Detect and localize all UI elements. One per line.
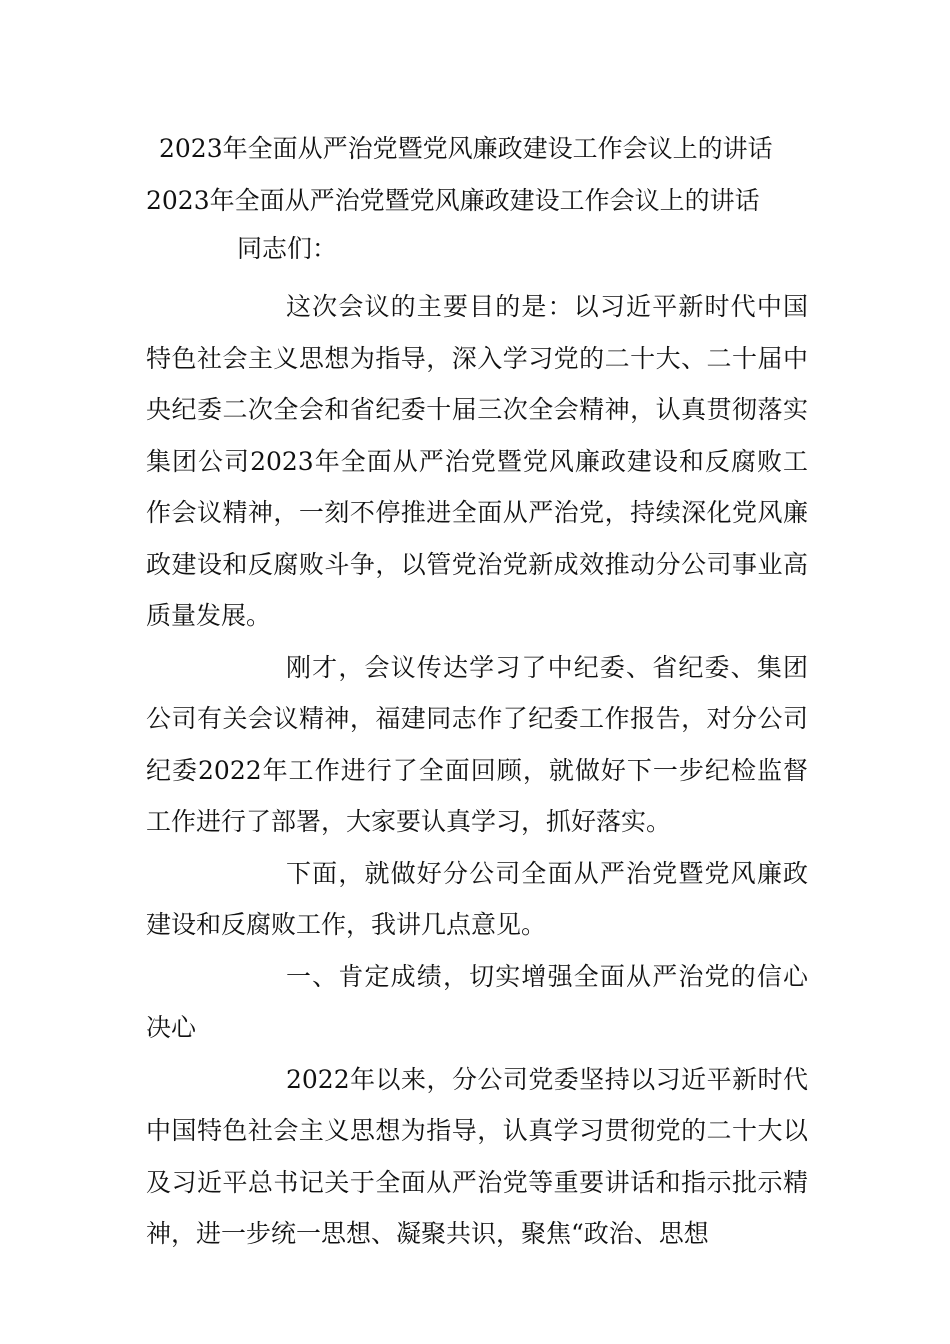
paragraph-intro: 下面，就做好分公司全面从严治党暨党风廉政建设和反腐败工作，我讲几点意见。 xyxy=(146,858,808,939)
salutation: 同志们： xyxy=(237,234,338,263)
document-subtitle: 2023年全面从严治党暨党风廉政建设工作会议上的讲话 xyxy=(146,186,760,215)
paragraph-achievements: 2022年以来，分公司党委坚持以习近平新时代中国特色社会主义思想为指导，认真学习贯彻党的二十大以及习近平总书记关于全面从严治党等重要讲话和指示批示精神，进一步统一思想、凝聚共识，聚焦“政治、思想 xyxy=(146,1064,808,1248)
document-body xyxy=(146,281,808,1260)
document-title: 2023年全面从严治党暨党风廉政建设工作会议上的讲话 xyxy=(159,134,773,163)
section-heading-1: 一、肯定成绩，切实增强全面从严治党的信心决心 xyxy=(146,961,808,1042)
paragraph-purpose: 这次会议的主要目的是：以习近平新时代中国特色社会主义思想为指导，深入学习党的二十大、二十届中央纪委二次全会和省纪委十届三次全会精神，认真贯彻落实集团公司2023年全面从严治党暨党风廉政建设和反腐败工作会议精神，一刻不停推进全面从严治党，持续深化党风廉政建设和反腐败斗争，以管党治党新成效推动分公司事业高质量发展。 xyxy=(146,292,808,630)
paragraph-review: 刚才，会议传达学习了中纪委、省纪委、集团公司有关会议精神，福建同志作了纪委工作报告，对分公司纪委2022年工作进行了全面回顾，就做好下一步纪检监督工作进行了部署，大家要认真学习，抓好落实。 xyxy=(146,652,808,836)
